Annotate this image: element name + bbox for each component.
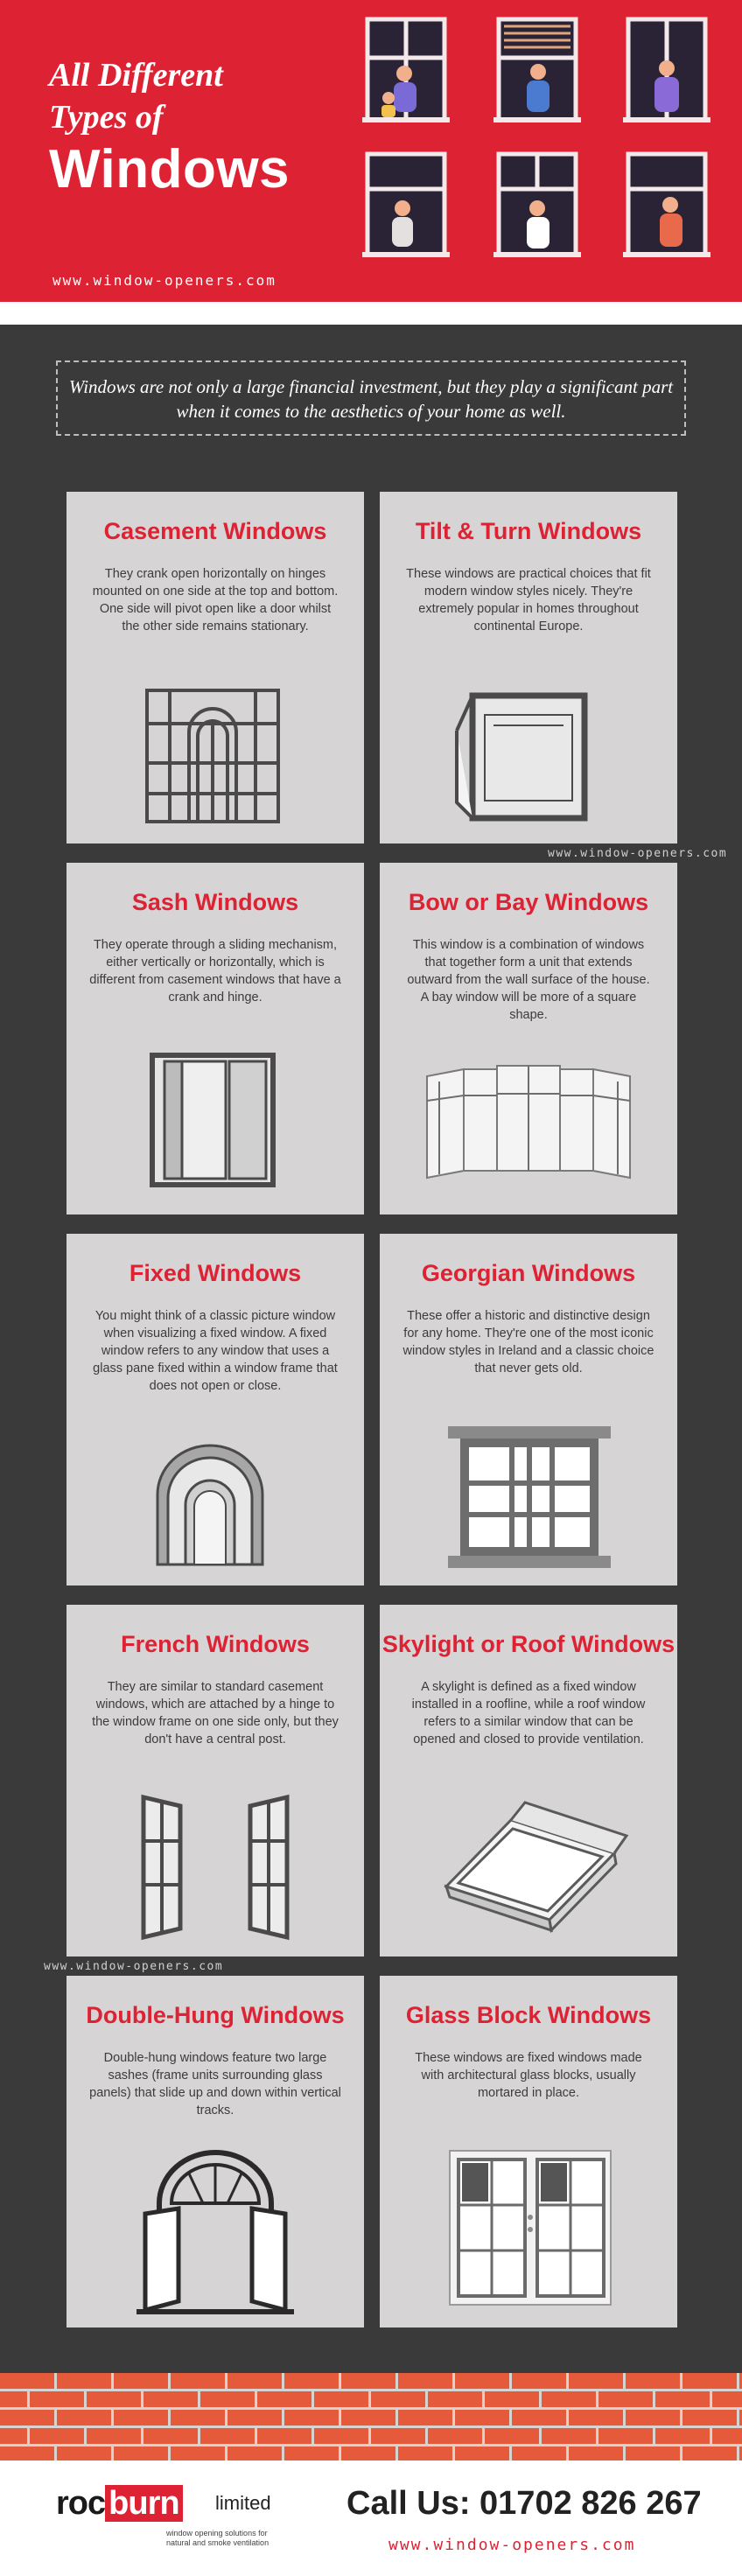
title-line-3: Windows [49,139,290,200]
card-casement [66,492,364,844]
header-url[interactable]: www.window-openers.com [52,272,276,289]
brick [682,2446,737,2460]
brick [682,2410,737,2426]
brick [428,2391,482,2407]
brick [626,2446,680,2460]
side-url[interactable]: www.window-openers.com [548,847,728,860]
card-sash [66,863,364,1214]
brick [114,2446,168,2460]
brick [512,2410,566,2426]
brick [371,2391,425,2407]
card-title: Fixed Windows [129,1260,302,1286]
brick [598,2391,653,2407]
card-fixed [66,1234,364,1586]
brick [228,2446,282,2460]
card-bay [380,863,677,1214]
skylight-window-icon [380,1780,677,1946]
card-text: They operate through a sliding mechanism, either vertically or horizontally, which is different from casement windows that have a crank and hinge. [89,938,341,1004]
brick [87,2428,141,2444]
brick [144,2391,198,2407]
card-title: Double-Hung Windows [86,2002,345,2028]
card-text: You might think of a classic picture window when visualizing a fixed window. A fixed window refers to any window that uses a glass pane fixed within a window frame that does not open or close. [93,1309,338,1393]
brick [114,2410,168,2426]
brick [455,2446,509,2460]
brick [200,2391,255,2407]
brick [626,2410,680,2426]
brick [485,2391,539,2407]
card-glass-block [380,1976,677,2328]
card-title: Skylight or Roof Windows [382,1631,676,1657]
header-banner [0,0,742,302]
double-hung-window-icon [66,2142,364,2317]
card-tilt-turn [380,492,677,844]
card-text: They crank open horizontally on hinges mounted on one side at the top and bottom. One side will pivot open like a door whilst the other side remains stationary. [92,567,339,634]
brick [228,2373,282,2389]
card-title: French Windows [121,1631,310,1657]
brick [171,2410,225,2426]
logo-tagline: window opening solutions for natural and smoke ventilation [166,2529,270,2547]
card-text: These windows are practical choices that fit modern window styles nicely. They're extremely popular in homes throughout continental Europe. [406,567,651,634]
glass-block-window-icon [380,2133,677,2317]
brick [428,2428,482,2444]
brick [228,2410,282,2426]
brick [171,2446,225,2460]
brick [341,2446,396,2460]
brick [712,2428,742,2444]
brick [542,2391,596,2407]
brick [626,2373,680,2389]
brick [398,2446,452,2460]
brick [542,2428,596,2444]
intro-text: Windows are not only a large financial investment, but they play a significant part when it comes to the aesthetics of your home as well. [56,360,686,436]
brick [30,2391,84,2407]
brick [30,2428,84,2444]
title-line-2: Types of [49,99,164,136]
brick [171,2373,225,2389]
card-text: This window is a combination of windows that together form a unit that extends outward from the wall surface of the house. A bay window will be more of a square shape. [407,938,650,1022]
brick [284,2410,339,2426]
brick [284,2446,339,2460]
brick [0,2410,54,2426]
page-title [49,54,290,201]
side-url-left[interactable]: www.window-openers.com [44,1960,224,1973]
brick [485,2428,539,2444]
casement-window-icon [66,671,364,837]
brick [398,2373,452,2389]
brick [655,2391,710,2407]
french-window-icon [66,1780,364,1946]
card-title: Casement Windows [103,518,327,544]
logo-wordmark [56,2485,183,2523]
brick [0,2428,27,2444]
brick [455,2410,509,2426]
brick [114,2373,168,2389]
card-title: Sash Windows [131,889,299,915]
card-text: They are similar to standard casement windows, which are attached by a hinge to the window frame on one side only, but they don't have a central post. [92,1680,339,1746]
brick [455,2373,509,2389]
brick [682,2373,737,2389]
footer-url[interactable]: www.window-openers.com [388,2536,636,2554]
bay-window-icon [380,1046,677,1213]
brick [144,2428,198,2444]
window-people-illustration-icon [350,14,735,268]
brick [569,2410,623,2426]
card-text: Double-hung windows feature two large sashes (frame units surrounding glass panels) that slide up and down within vertical tracks. [89,2051,341,2118]
brick [257,2391,312,2407]
brick [398,2410,452,2426]
brick [57,2373,111,2389]
company-logo[interactable] [56,2485,271,2547]
card-french [66,1605,364,1956]
brick [598,2428,653,2444]
brick [200,2428,255,2444]
brick [712,2391,742,2407]
brick [57,2410,111,2426]
call-us-phone[interactable]: Call Us: 01702 826 267 [346,2485,702,2522]
card-text: These offer a historic and distinctive design for any home. They're one of the most iconic window styles in Ireland and a classic choice that never gets old. [402,1309,654,1376]
card-double-hung [66,1976,364,2328]
card-skylight [380,1605,677,1956]
fixed-window-icon [66,1433,364,1582]
georgian-window-icon [380,1409,677,1580]
brick [87,2391,141,2407]
card-georgian [380,1234,677,1586]
brick [569,2446,623,2460]
card-text: A skylight is defined as a fixed window installed in a roofline, while a roof window refers to a similar window that can be opened and closed to provide ventilation. [411,1680,646,1746]
brick [655,2428,710,2444]
brick [314,2428,368,2444]
card-title: Glass Block Windows [405,2002,652,2028]
brick [257,2428,312,2444]
brick-wall-decoration [0,2373,742,2460]
brick [0,2373,54,2389]
card-text: These windows are fixed windows made with architectural glass blocks, usually mortared in place. [415,2051,642,2100]
footer [0,2460,742,2576]
card-title: Tilt & Turn Windows [415,518,642,544]
title-line-1: All Different [49,57,223,94]
brick [512,2446,566,2460]
sash-window-icon [66,1042,364,1208]
logo-roc: roc [56,2485,106,2522]
brick [284,2373,339,2389]
card-title: Bow or Bay Windows [408,889,649,915]
brick [371,2428,425,2444]
brick [569,2373,623,2389]
brick [341,2410,396,2426]
header-divider [0,302,742,325]
brick [314,2391,368,2407]
brick [512,2373,566,2389]
card-title: Georgian Windows [421,1260,636,1286]
tilt-turn-window-icon [380,671,677,837]
brick [0,2391,27,2407]
logo-limited: limited [215,2492,271,2514]
logo-burn: burn [105,2485,182,2522]
brick [341,2373,396,2389]
brick [57,2446,111,2460]
brick [0,2446,54,2460]
